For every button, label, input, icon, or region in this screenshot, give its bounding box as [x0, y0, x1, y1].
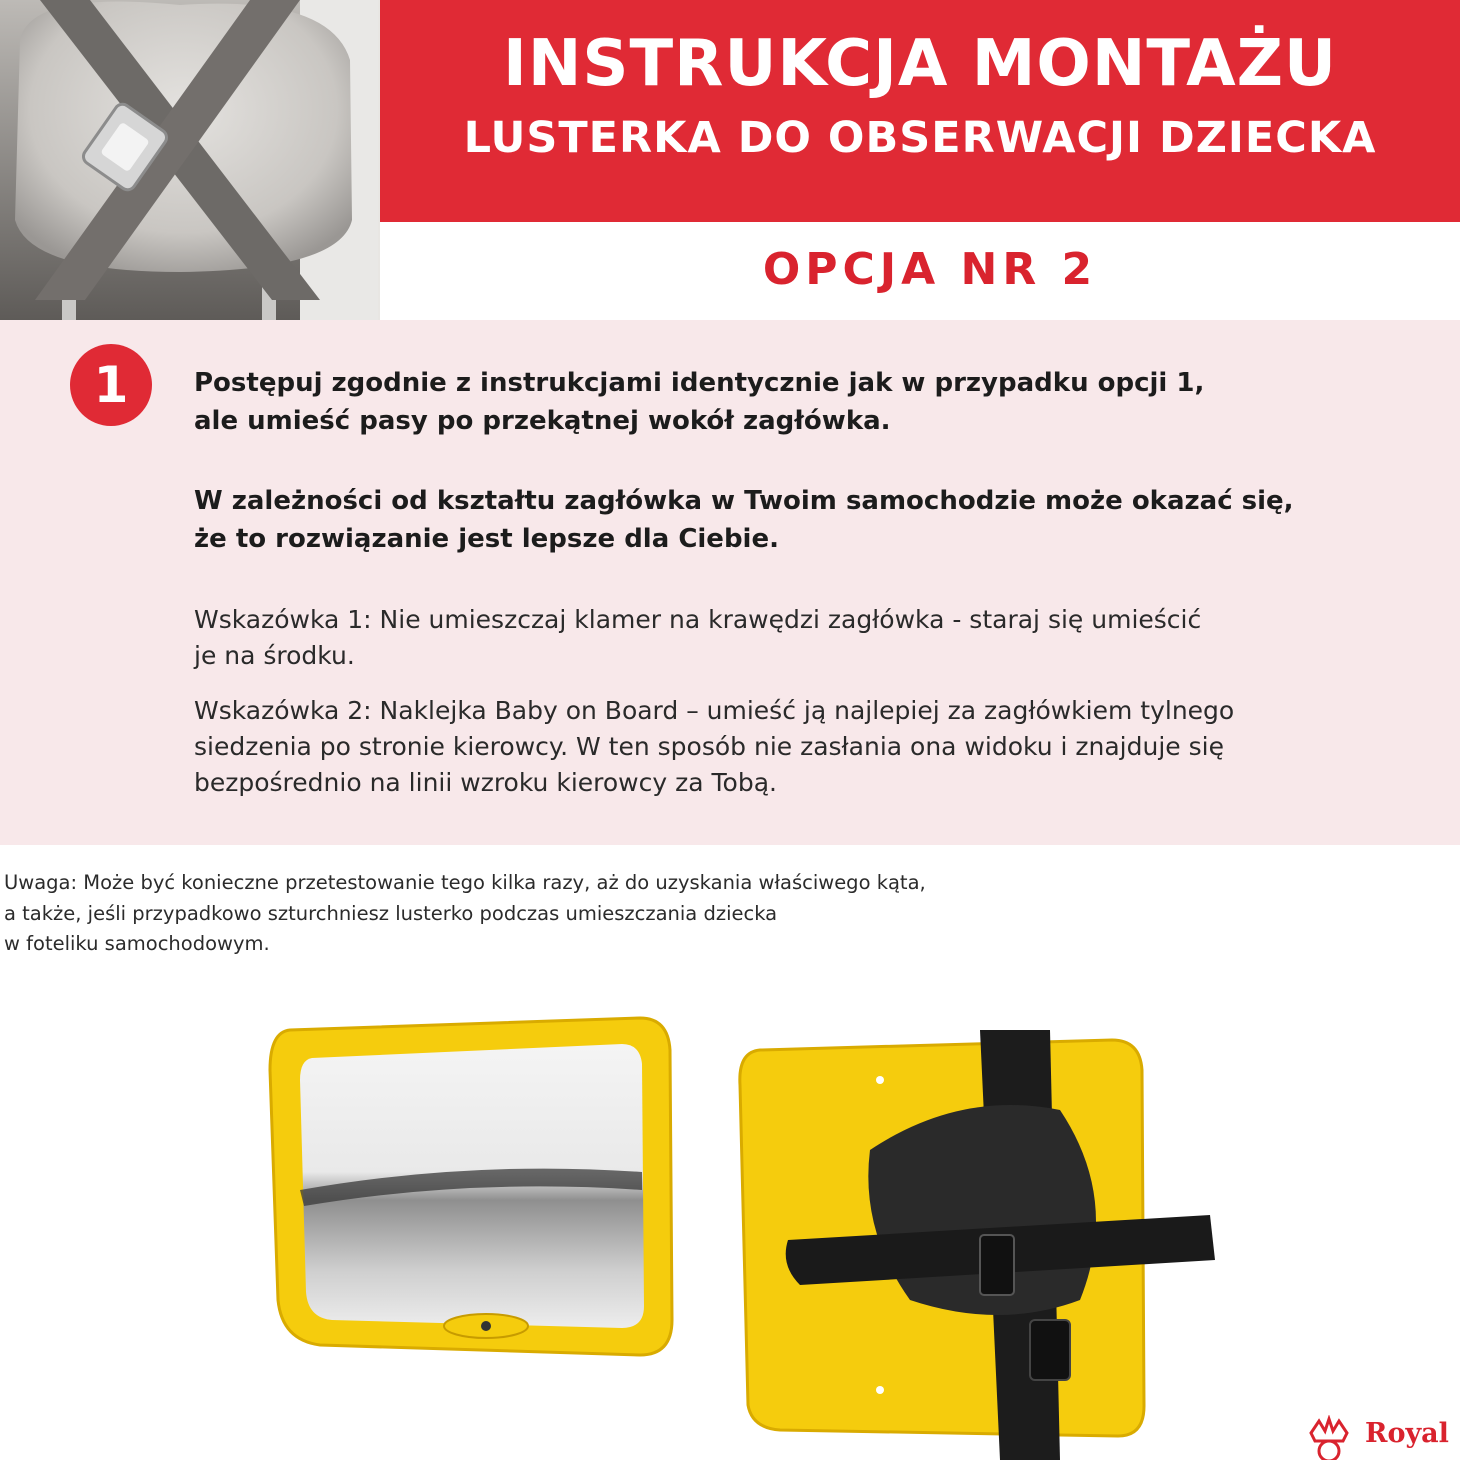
note-line: Uwaga: Może być konieczne przetestowanie tego kilka razy, aż do uzyskania właściwego kąta,: [4, 871, 926, 894]
page-subtitle: LUSTERKA DO OBSERWACJI DZIECKA: [463, 113, 1377, 163]
crown-icon: [1303, 1415, 1355, 1460]
note-line: a także, jeśli przypadkowo szturchniesz lusterko podczas umieszczania dziecka: [4, 901, 778, 925]
page-title: INSTRUKCJA MONTAŻU: [503, 27, 1337, 101]
tip-1: [194, 602, 1394, 674]
instruction-line: W zależności od kształtu zagłówka w Twoim samochodzie może okazać się,: [194, 486, 1294, 516]
note-line: w foteliku samochodowym.: [4, 932, 270, 955]
instruction-line: ale umieść pasy po przekątnej wokół zagłówka.: [194, 406, 891, 436]
instruction-paragraph-1: [194, 364, 1394, 440]
mirror-front-image: [270, 1018, 672, 1355]
warning-note: [4, 868, 1204, 960]
brand-name: Royal: [1365, 1418, 1449, 1449]
mirror-back-image: [740, 1030, 1215, 1460]
tip-2: [194, 693, 1394, 801]
title-banner: [380, 0, 1460, 222]
option-heading: OPCJA NR 2: [762, 244, 1098, 295]
instruction-paragraph-2: [194, 482, 1394, 558]
tip-line: Wskazówka 1: Nie umieszczaj klamer na krawędzi zagłówka - staraj się umieścić: [194, 605, 1202, 634]
instruction-line: że to rozwiązanie jest lepsze dla Ciebie.: [194, 524, 779, 554]
tip-line: je na środku.: [194, 641, 355, 670]
headrest-illustration: [0, 0, 378, 320]
tip-line: bezpośrednio na linii wzroku kierowcy za Tobą.: [194, 768, 777, 797]
product-images: [260, 1010, 1220, 1460]
instruction-line: Postępuj zgodnie z instrukcjami identycznie jak w przypadku opcji 1,: [194, 368, 1205, 398]
brand-logo: [1303, 1415, 1460, 1460]
headrest-photo: [0, 0, 380, 320]
tip-line: Wskazówka 2: Naklejka Baby on Board – umieść ją najlepiej za zagłówkiem tylnego: [194, 696, 1235, 725]
tip-line: siedzenia po stronie kierowcy. W ten sposób nie zasłania ona widoku i znajduje się: [194, 732, 1224, 761]
step-number-badge: 1: [70, 344, 152, 426]
